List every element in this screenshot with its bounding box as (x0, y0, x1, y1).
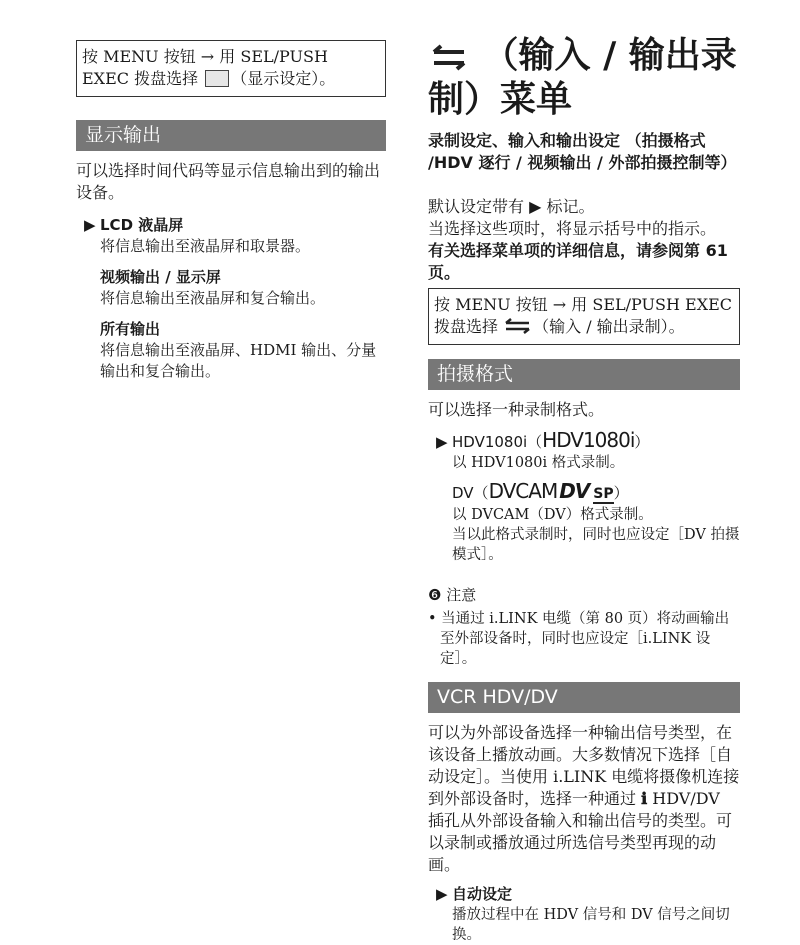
note-icon: ❻ (428, 586, 442, 604)
dv-logo: DV (559, 479, 590, 503)
default-marker-icon: ▶ (84, 216, 96, 234)
option-title: DV（ (452, 484, 489, 502)
option-desc: 将信息输出至液晶屏、HDMI 输出、分量输出和复合输出。 (100, 341, 377, 380)
option-desc: 播放过程中在 HDV 信号和 DV 信号之间切换。 (452, 907, 730, 943)
ilink-icon: ℹ (641, 789, 648, 808)
instruction-text: 按 MENU 按钮 → 用 SEL/PUSH EXEC 拨盘选择 (434, 295, 733, 336)
option-title-close: ） (613, 484, 629, 502)
dvcam-format-indicator: DVCAM (488, 479, 558, 503)
sp-mode-indicator: SP (593, 486, 614, 502)
option-desc: 以 HDV1080i 格式录制。 (452, 455, 625, 471)
bracket-note: 当选择这些项时，将显示括号中的指示。 (428, 219, 717, 238)
vcr-intro-part1: 可以为外部设备选择一种输出信号类型，在该设备上播放动画。大多数情况下选择［自动设定］。当使用 i.LINK 电缆将摄像机连接到外部设备时，选择一种通过 (428, 723, 740, 808)
option-title: 所有输出 (100, 320, 161, 338)
option-video-out (76, 267, 386, 309)
option-title: LCD 液晶屏 (100, 216, 184, 234)
section-header-vcr: VCR HDV/DV (428, 682, 740, 713)
in-out-rec-icon (503, 318, 533, 334)
menu-instruction-box (428, 288, 740, 345)
option-title-close: ） (634, 433, 650, 451)
section-intro: 可以选择时间代码等显示信息输出到的输出设备。 (76, 161, 381, 202)
rec-format-intro: 可以选择一种录制格式。 (428, 400, 605, 419)
option-all-out (76, 319, 386, 382)
option-list (76, 215, 386, 382)
note-block (428, 585, 740, 669)
default-note: 默认设定带有 ▶ 标记。 (428, 197, 595, 216)
option-dv (428, 481, 740, 565)
section-header-display-output: 显示输出 (76, 120, 386, 151)
instruction-text: 按 MENU 按钮 → 用 SEL/PUSH EXEC 拨盘选择 (82, 47, 328, 88)
default-marker-icon: ▶ (436, 433, 448, 451)
note-text: • 当通过 i.LINK 电缆（第 80 页）将动画输出至外部设备时，同时也应设定［i.LINK 设定］。 (428, 611, 730, 667)
option-desc: 将信息输出至液晶屏和取景器。 (100, 237, 311, 255)
option-desc: 以 DVCAM（DV）格式录制。 (452, 507, 653, 523)
instruction-suffix: （输入 / 输出录制）。 (533, 317, 685, 336)
note-body: 当通过 i.LINK 电缆（第 80 页）将动画输出至外部设备时，同时也应设定［i.LINK 设定］。 (440, 611, 730, 667)
option-auto (428, 884, 740, 945)
right-column (428, 34, 740, 945)
default-marker-icon: ▶ (436, 885, 448, 903)
note-title: 注意 (446, 586, 477, 604)
menu-instruction-box (76, 40, 386, 97)
option-hdv1080i (428, 430, 740, 473)
display-settings-icon (205, 70, 229, 87)
menu-title-text: （输入 / 输出录制）菜单 (428, 35, 737, 120)
in-out-rec-icon (428, 42, 470, 72)
left-column (76, 40, 386, 382)
instruction-suffix: （显示设定）。 (231, 69, 336, 88)
option-lcd (76, 215, 386, 257)
detail-reference: 有关选择菜单项的详细信息，请参阅第 61 页。 (428, 241, 728, 282)
option-desc-extra: 当以此格式录制时，同时也应设定［DV 拍摄模式］。 (452, 527, 740, 563)
hdv-format-indicator: HDV1080i (542, 428, 635, 452)
option-title: 视频输出 / 显示屏 (100, 268, 221, 286)
vcr-intro-part2: HDV/DV 插孔从外部设备输入和输出信号的类型。可以录制或播放通过所选信号类型再现的动画。 (428, 789, 733, 874)
vcr-intro (428, 722, 740, 876)
option-title: 自动设定 (452, 885, 513, 903)
option-desc: 将信息输出至液晶屏和复合输出。 (100, 289, 326, 307)
section-header-rec-format: 拍摄格式 (428, 359, 740, 390)
option-title: HDV1080i（ (452, 433, 543, 451)
menu-subtitle: 录制设定、输入和输出设定 （拍摄格式 /HDV 逐行 / 视频输出 / 外部拍摄控制等） (428, 131, 737, 172)
page-title (428, 34, 740, 122)
